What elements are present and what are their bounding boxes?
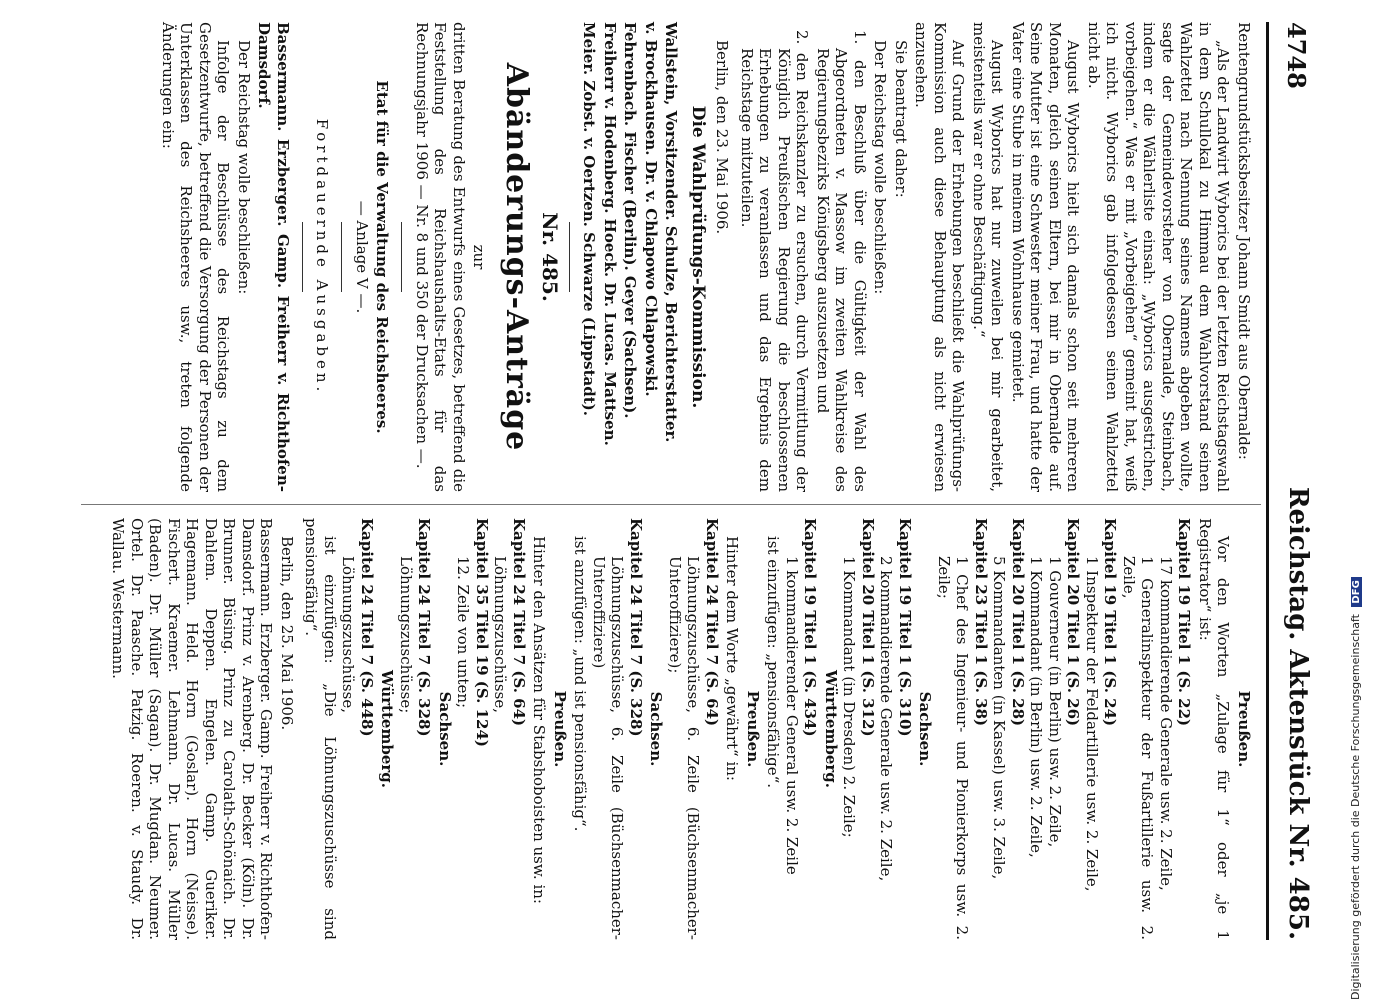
page-number: 4748 [1282, 22, 1311, 89]
intro-line: Rentengrundstücksbesitzer Johann Smidt aus Obernalde: [1235, 22, 1253, 460]
motion-item-2: 2. den Reichskanzler zu ersuchen, durch Vermittlung der Königlich Preußischen Regierung die beschlossenen Erhebungen zu veranlassen und das Ergebnis dem Reichstage mitzuteilen. [738, 30, 812, 492]
column-divider [81, 504, 1261, 505]
chapter-ref: Kapitel 24 Titel 7 (S. 328) [415, 518, 434, 737]
chapter-detail: Löhnungszuschüsse, 6. Zeile (Büchsenmacher-Unteroffiziere) [590, 556, 627, 940]
chapter-ref: Kapitel 24 Titel 7 (S. 328) [627, 518, 645, 737]
dateline: Berlin, den 23. Mai 1906. [713, 40, 732, 235]
left-column [157, 22, 1254, 492]
paragraph: dritten Beratung des Entwurfs eines Gesetzes, betreffend die Feststellung des Reichshaushalts-Etats für das Rechnungsjahr 1906 — Nr. 8 und 350 der Drucksachen —. [413, 22, 468, 492]
paragraph: Der Reichstag wolle beschließen: [871, 40, 890, 295]
page-header [1271, 22, 1313, 940]
document-number: Nr. 485. [538, 212, 562, 302]
chapter-ref: Kapitel 20 Titel 1 (S. 28) [1009, 518, 1027, 727]
chapter-ref: Kapitel 24 Titel 7 (S. 448) [358, 518, 376, 737]
state-heading: Preußen. [551, 690, 569, 768]
chapter-detail: 1 Generalinspekteur der Fußartillerie usw. 2. Zeile, [1120, 556, 1157, 940]
chapter-detail: 1 kommandierender General usw. 2. Zeile [783, 556, 801, 875]
chapter-ref: Kapitel 20 Titel 1 (S. 26) [1064, 518, 1083, 727]
chapter-ref: Kapitel 19 Titel 1 (S. 22) [1175, 518, 1194, 727]
signer-line: Freiherr v. Hodenberg. Hoeck. Dr. Lucas. Mattsen. [601, 22, 619, 446]
state-heading: Preußen. [1235, 690, 1253, 768]
dateline: Berlin, den 25. Mai 1906. [278, 536, 296, 731]
chapter-ref: Kapitel 19 Titel 1 (S. 24) [1101, 518, 1120, 727]
chapter-detail: Löhnungszuschüsse, 6. Zeile (Büchsenmacher-Unteroffiziere); [666, 556, 703, 940]
chapter-detail: 5 Kommandanten (in Kassel) usw. 3. Zeile, [990, 556, 1009, 880]
fortdauernde-heading: Fortdauernde Ausgaben. [313, 118, 332, 396]
page-title: Reichstag. Aktenstück Nr. 485. [1283, 486, 1313, 940]
dfg-logo: DFG [1351, 577, 1362, 606]
paragraph: ist einzufügen: „Die Löhnungszuschüsse sind pensionsfähig“. [302, 518, 339, 940]
chapter-detail: 1 Inspekteur der Feldartillerie usw. 2. Zeile, [1083, 556, 1101, 892]
digitization-credit [1349, 400, 1383, 1000]
header-rule [1266, 22, 1269, 940]
paragraph: ist anzufügen: „und ist pensionsfähig“. [571, 536, 590, 832]
separator [402, 222, 403, 292]
state-heading: Württemberg. [822, 670, 840, 788]
chapter-ref: Kapitel 35 Titel 19 (S. 124) [473, 518, 491, 748]
paragraph: ist einzufügen: „pensionsfähige“. [764, 536, 783, 789]
chapter-ref: Kapitel 23 Titel 1 (S. 38) [972, 518, 990, 727]
separator [342, 222, 343, 292]
chapter-detail: 1 Gouverneur (in Berlin) usw. 2. Zeile, [1046, 556, 1064, 848]
state-heading: Württemberg. [378, 670, 397, 788]
signer-line: v. Brockhausen. Dr. v. Chlapowo Chlapowski. [642, 22, 660, 397]
paragraph: Vor den Worten „Zulage für 1“ oder „je 1 Registrator“ ist: [1196, 518, 1233, 940]
anlage-line: — Anlage V —. [353, 200, 371, 314]
paragraph: Hinter den Ansätzen für Stabshoboisten usw. in: [530, 536, 549, 904]
signer-line: Fehrenbach. Fischer (Berlin). Geyer (Sachsen). [621, 22, 640, 419]
section-title: Abänderungs-Anträge [499, 62, 535, 452]
paragraph: August Wyborics hielt sich damals schon seit mehreren Monaten, gleich seinen Eltern, bei mir in Obernalde auf. Seine Mutter ist eine Schwester meiner Frau, und hatte der Vater eine Stube in meinem Wohnhause gemietet. [1009, 22, 1083, 492]
paragraph: Hinter dem Worte „gewährt“ in: [723, 536, 742, 781]
movers-line: Bassermann. Erzberger. Gamp. Freiherr v. Richthofen-Damsdorf. [255, 22, 292, 492]
chapter-detail: 2 kommandierende Generale usw. 2. Zeile, [877, 556, 896, 882]
chapter-ref: Kapitel 24 Titel 7 (S. 64) [510, 518, 528, 727]
right-column [107, 518, 1253, 940]
chapter-ref: Kapitel 20 Titel 1 (S. 312) [859, 518, 877, 737]
chapter-detail: 1 Chef des Ingenieur- und Pionierkorps usw. 2. Zeile; [935, 556, 972, 940]
chapter-detail: Löhnungszuschüsse, [339, 556, 358, 713]
paragraph: Auf Grund der Erhebungen beschließt die Wahlprüfungs-Kommission auch diese Behauptung als nicht erwiesen anzusehen. [912, 22, 968, 492]
signers-block: Bassermann. Erzberger. Gamp. Freiherr v. Richthofen-Damsdorf. Prinz v. Arenberg. Dr. Becker (Köln). Dr. Brunner. Büsing. Prinz zu Carolath-Schönaich. Dr. Dahlem. Deppen. Engelen. Gamp. Gueriker. Hagemann. Held. Horn (Goslar). Horn (Neisse). Fischert. Kraemer. Lehmann. Dr. Lucas. Müller (Baden). Dr. Müller (Sagan). Dr. Mugdan. Neumer. Ortel. Dr. Paasche. Patzig. Roeren. v. Staudy. Dr. Wallau. Westermann. [109, 518, 276, 940]
paragraph: Sie beantragt daher: [892, 40, 910, 198]
signer-line: Meier. Zobst. v. Oertzen. Schwarze (Lippstadt). [580, 22, 599, 416]
chapter-ref: Kapitel 19 Titel 1 (S. 434) [801, 518, 820, 737]
paragraph: Infolge der Beschlüsse des Reichstags zu dem Gesetzentwurfe, betreffend die Versorgung der Personen der Unterklassen des Reichsheeres usw., treten folgende Änderungen ein: [159, 22, 233, 492]
chapter-detail: 1 Kommandant (in Dresden) 2. Zeile; [840, 556, 859, 838]
commission-signers [580, 22, 681, 492]
paragraph: Der Reichstag wolle beschließen: [235, 40, 253, 295]
state-heading: Sachsen. [436, 691, 454, 767]
motion-item-1: 1. den Beschluß über die Gültigkeit der Wahl des Abgeordneten v. Massow im zweiten Wahlkreise des Regierungsbezirks Königsberg auszusetzen und [814, 30, 869, 492]
chapter-detail: Löhnungszuschüsse; [397, 556, 415, 714]
chapter-detail: 12. Zeile von unten; [454, 556, 473, 709]
state-heading: Preußen. [744, 690, 762, 768]
document-page [78, 22, 1313, 940]
chapter-detail: 17 kommandierende Generale usw. 2. Zeile, [1157, 556, 1175, 891]
paragraph: August Wyborics hat nur zuweilen bei mir gearbeitet, meistenteils war er ohne Beschäftigung.“ [970, 22, 1007, 492]
chapter-ref: Kapitel 24 Titel 7 (S. 64) [703, 518, 721, 727]
chapter-ref: Kapitel 19 Titel 1 (S. 310) [896, 518, 914, 737]
separator [302, 222, 303, 292]
etat-heading: Etat für die Verwaltung des Reichsheeres. [373, 80, 392, 434]
chapter-detail: Löhnungszuschüsse, [491, 556, 510, 713]
separator [569, 222, 570, 292]
commission-title: Die Wahlprüfungs-Kommission. [688, 105, 708, 409]
subtitle-zur: zur [470, 244, 489, 270]
chapter-detail: 1 Kommandant (in Berlin) usw. 2. Zeile, [1027, 556, 1046, 858]
signer-line: Wallstein, Vorsitzender. Schulze, Berichterstatter. [662, 22, 681, 443]
state-heading: Sachsen. [647, 691, 666, 767]
state-heading: Sachsen. [916, 691, 935, 767]
credit-text: Digitalisierung gefördert durch die Deutsche Forschungsgemeinschaft [1349, 614, 1362, 1000]
paragraph: „Als der Landwirt Wyborics bei der letzten Reichstagswahl in dem Schullokal zu Himmau dem Wahlvorstand seinen Wahlzettel nach Nennung seines Namens abgeben wollte, sagte der Gemeindevorsteher von Obernalde, Steinbach, indem er die Wählerliste einsah: „Wyborics ausgestrichen, vorbeigehen.“ Was er mit „Vorbeigehen“ gemeint hat, weiß ich nicht. Wyborics gab infolgedessen seinen Wahlzettel nicht ab. [1085, 22, 1233, 492]
